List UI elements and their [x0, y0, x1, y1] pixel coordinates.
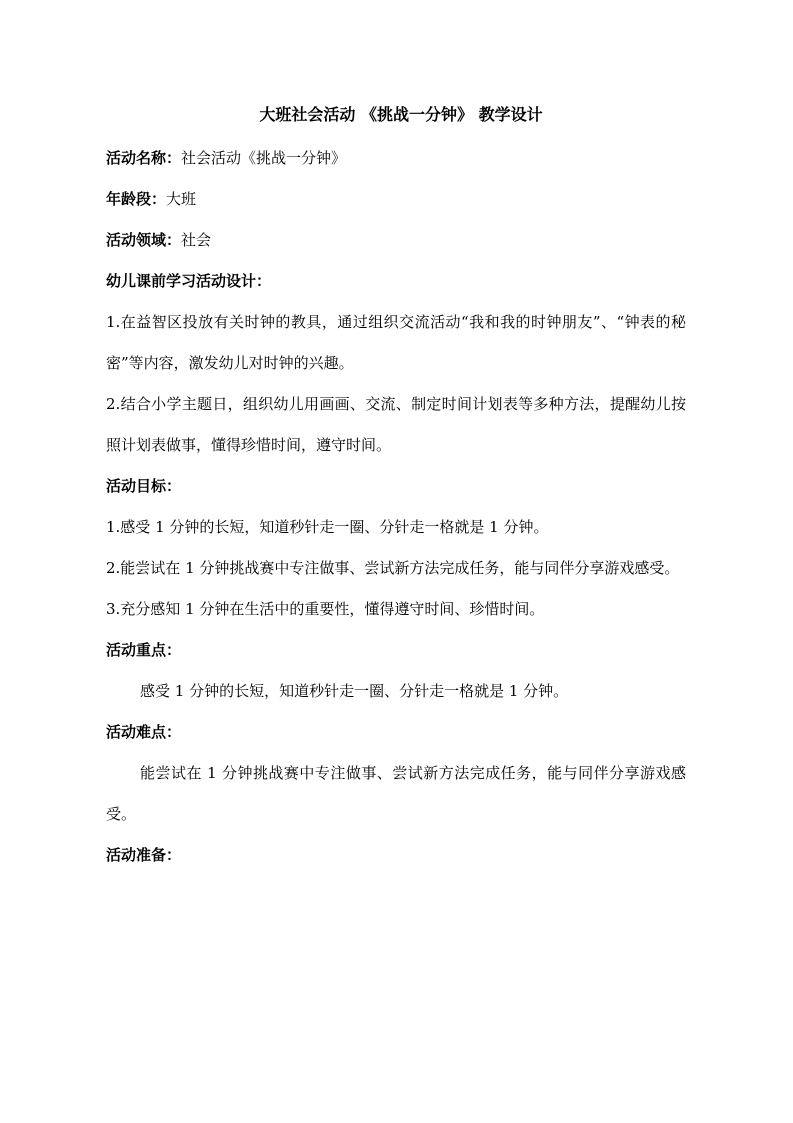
- activity-name-value: 社会活动《挑战一分钟》: [181, 149, 347, 167]
- goals-heading: 活动目标：: [106, 477, 182, 495]
- goal-item-1: 1.感受 1 分钟的长短，知道秒针走一圈、分针走一格就是 1 分钟。: [106, 518, 549, 536]
- activity-field-value: 社会: [181, 231, 212, 249]
- pre-study-item-1: 1.在益智区投放有关时钟的教具，通过组织交流活动“我和我的时钟朋友”、“钟表的秘密”等内容，激发幼儿对时钟的兴趣。: [106, 313, 686, 372]
- key-point-text: 感受 1 分钟的长短，知道秒针走一圈、分针走一格就是 1 分钟。: [140, 682, 569, 700]
- goal-item-2: 2.能尝试在 1 分钟挑战赛中专注做事、尝试新方法完成任务，能与同伴分享游戏感受。: [106, 559, 680, 577]
- pre-study-item-2: 2.结合小学主题日，组织幼儿用画画、交流、制定时间计划表等多种方法，提醒幼儿按照计划表做事，懂得珍惜时间，遵守时间。: [106, 395, 686, 454]
- age-group-label: 年龄段：: [106, 190, 167, 208]
- difficulty-text: 能尝试在 1 分钟挑战赛中专注做事、尝试新方法完成任务，能与同伴分享游戏感受。: [106, 764, 686, 823]
- age-group-value: 大班: [166, 190, 197, 208]
- activity-field-row: [106, 220, 686, 261]
- difficulty-heading: 活动难点：: [106, 723, 182, 741]
- age-group-row: [106, 179, 686, 220]
- activity-name-row: [106, 138, 686, 179]
- activity-field-label: 活动领域：: [106, 231, 182, 249]
- goal-item-3: 3.充分感知 1 分钟在生活中的重要性，懂得遵守时间、珍惜时间。: [106, 600, 545, 618]
- document-content: [106, 100, 686, 876]
- document-title: 大班社会活动 《挑战一分钟》 教学设计: [259, 105, 543, 124]
- key-point-heading: 活动重点：: [106, 641, 182, 659]
- activity-name-label: 活动名称：: [106, 149, 182, 167]
- preparation-heading: 活动准备：: [106, 846, 182, 864]
- pre-study-heading: 幼儿课前学习活动设计：: [106, 272, 272, 290]
